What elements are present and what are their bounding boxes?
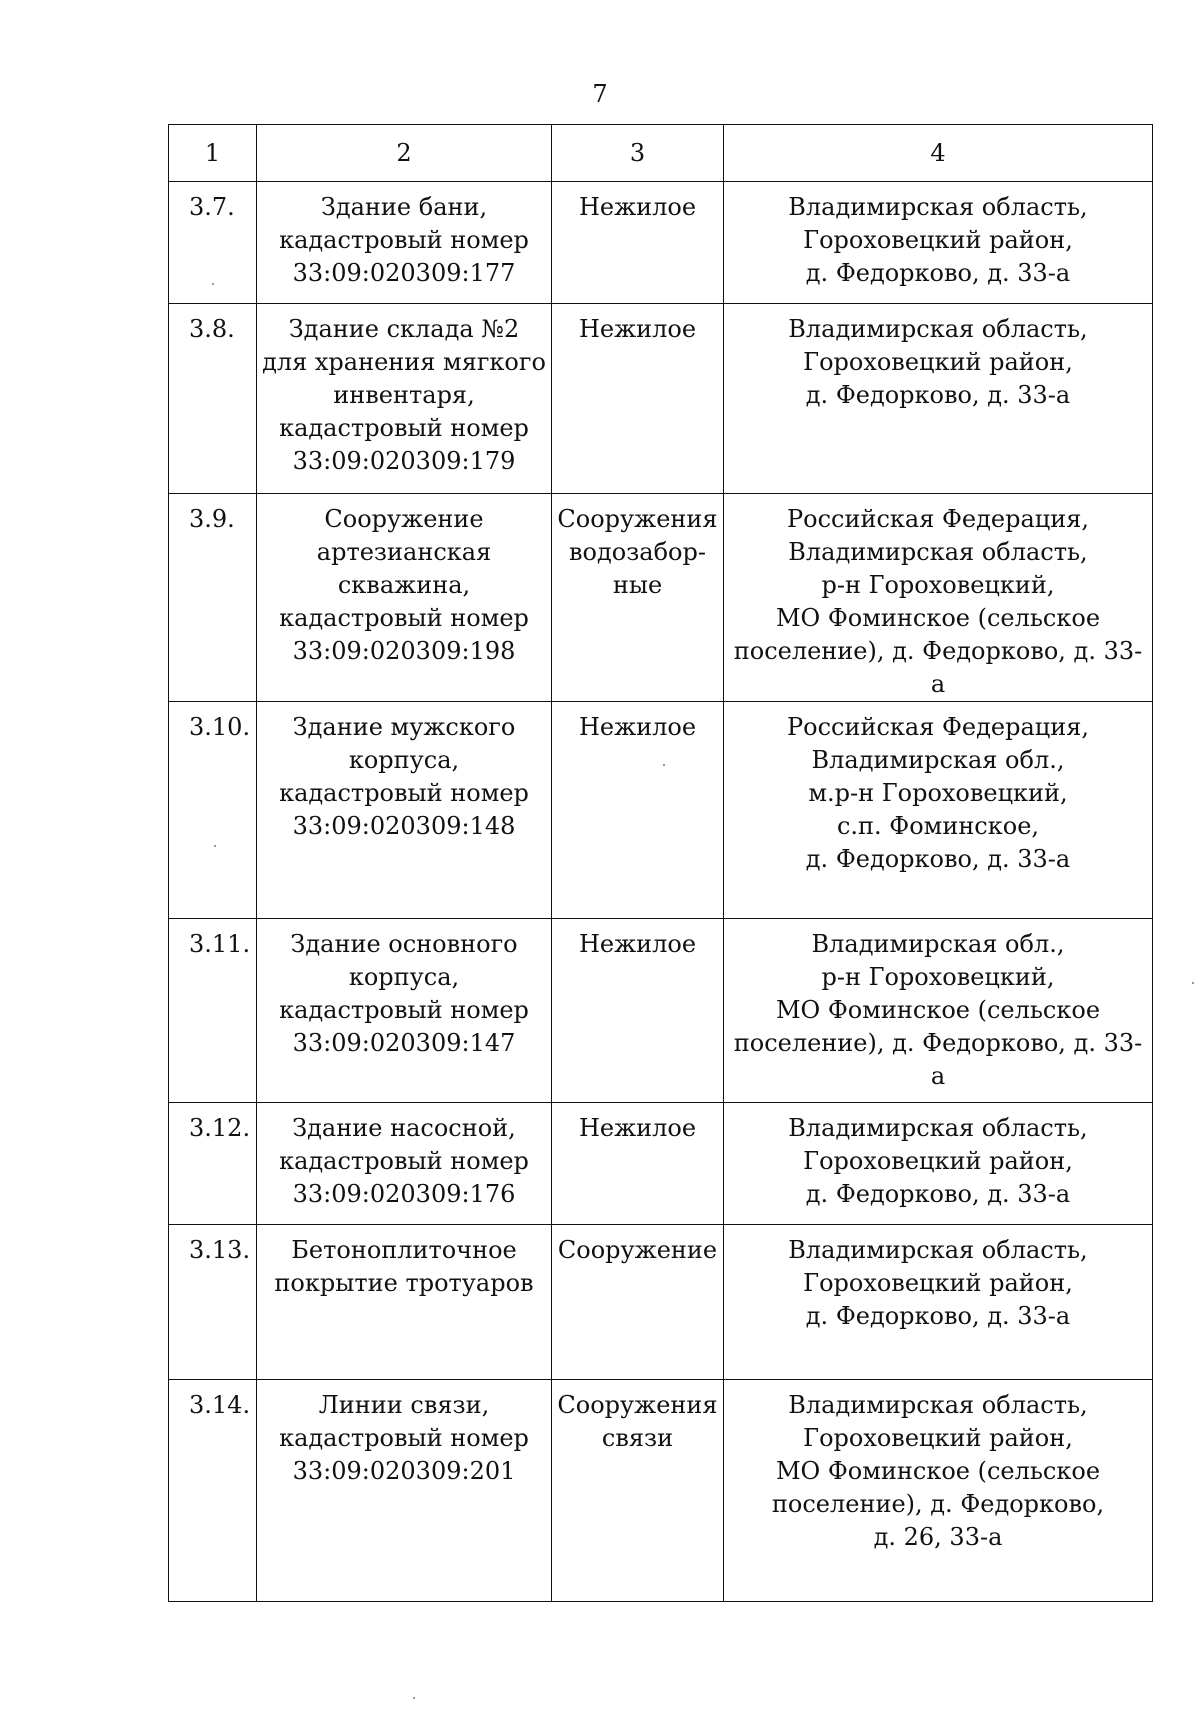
row-number: 3.11. [169,919,257,1103]
table-row [169,1380,1153,1602]
object-address: Владимирская область, Гороховецкий район, МО Фоминское (сельское поселение), д. Федорково, д. 26, 33-а [724,1380,1153,1602]
row-number: 3.7. [169,182,257,304]
header-cell-2: 2 [257,125,552,182]
object-type: Нежилое [552,1103,724,1225]
table-row [169,1225,1153,1380]
object-address: Владимирская область, Гороховецкий район, д. Федорково, д. 33-а [724,304,1153,494]
object-name: Сооружение артезианская скважина, кадастровый номер 33:09:020309:198 [257,494,552,702]
object-name: Линии связи, кадастровый номер 33:09:020309:201 [257,1380,552,1602]
scan-speck [1192,982,1194,984]
header-cell-4: 4 [724,125,1153,182]
row-number: 3.10. [169,702,257,919]
object-address: Владимирская область, Гороховецкий район, д. Федорково, д. 33-а [724,1225,1153,1380]
header-cell-3: 3 [552,125,724,182]
header-cell-1: 1 [169,125,257,182]
object-name: Здание бани, кадастровый номер 33:09:020309:177 [257,182,552,304]
scan-speck [214,845,216,847]
table-row [169,494,1153,702]
object-name: Здание склада №2 для хранения мягкого инвентаря, кадастровый номер 33:09:020309:179 [257,304,552,494]
object-type: Нежилое [552,702,724,919]
object-address: Владимирская область, Гороховецкий район, д. Федорково, д. 33-а [724,1103,1153,1225]
object-type: Нежилое [552,919,724,1103]
object-type: Сооружения водозабор- ные [552,494,724,702]
scan-speck [413,1697,415,1699]
object-name: Здание мужского корпуса, кадастровый номер 33:09:020309:148 [257,702,552,919]
object-address: Российская Федерация, Владимирская область, р-н Гороховецкий, МО Фоминское (сельское поселение), д. Федорково, д. 33-а [724,494,1153,702]
table-row [169,304,1153,494]
page-number: 7 [592,80,608,108]
table-row [169,182,1153,304]
object-name: Здание основного корпуса, кадастровый номер 33:09:020309:147 [257,919,552,1103]
table-row [169,702,1153,919]
row-number: 3.13. [169,1225,257,1380]
object-name: Бетоноплиточное покрытие тротуаров [257,1225,552,1380]
table-row [169,919,1153,1103]
row-number: 3.8. [169,304,257,494]
row-number: 3.9. [169,494,257,702]
scan-speck [212,283,214,285]
property-table [168,124,1153,1602]
object-type: Сооружение [552,1225,724,1380]
row-number: 3.14. [169,1380,257,1602]
object-address: Российская Федерация, Владимирская обл., м.р-н Гороховецкий, с.п. Фоминское, д. Федорково, д. 33-а [724,702,1153,919]
table-row [169,1103,1153,1225]
object-type: Нежилое [552,304,724,494]
row-number: 3.12. [169,1103,257,1225]
object-type: Нежилое [552,182,724,304]
object-address: Владимирская обл., р-н Гороховецкий, МО Фоминское (сельское поселение), д. Федорково, д. 33-а [724,919,1153,1103]
object-address: Владимирская область, Гороховецкий район, д. Федорково, д. 33-а [724,182,1153,304]
object-type: Сооружения связи [552,1380,724,1602]
object-name: Здание насосной, кадастровый номер 33:09:020309:176 [257,1103,552,1225]
table-header-row [169,125,1153,182]
scan-speck [663,764,665,766]
